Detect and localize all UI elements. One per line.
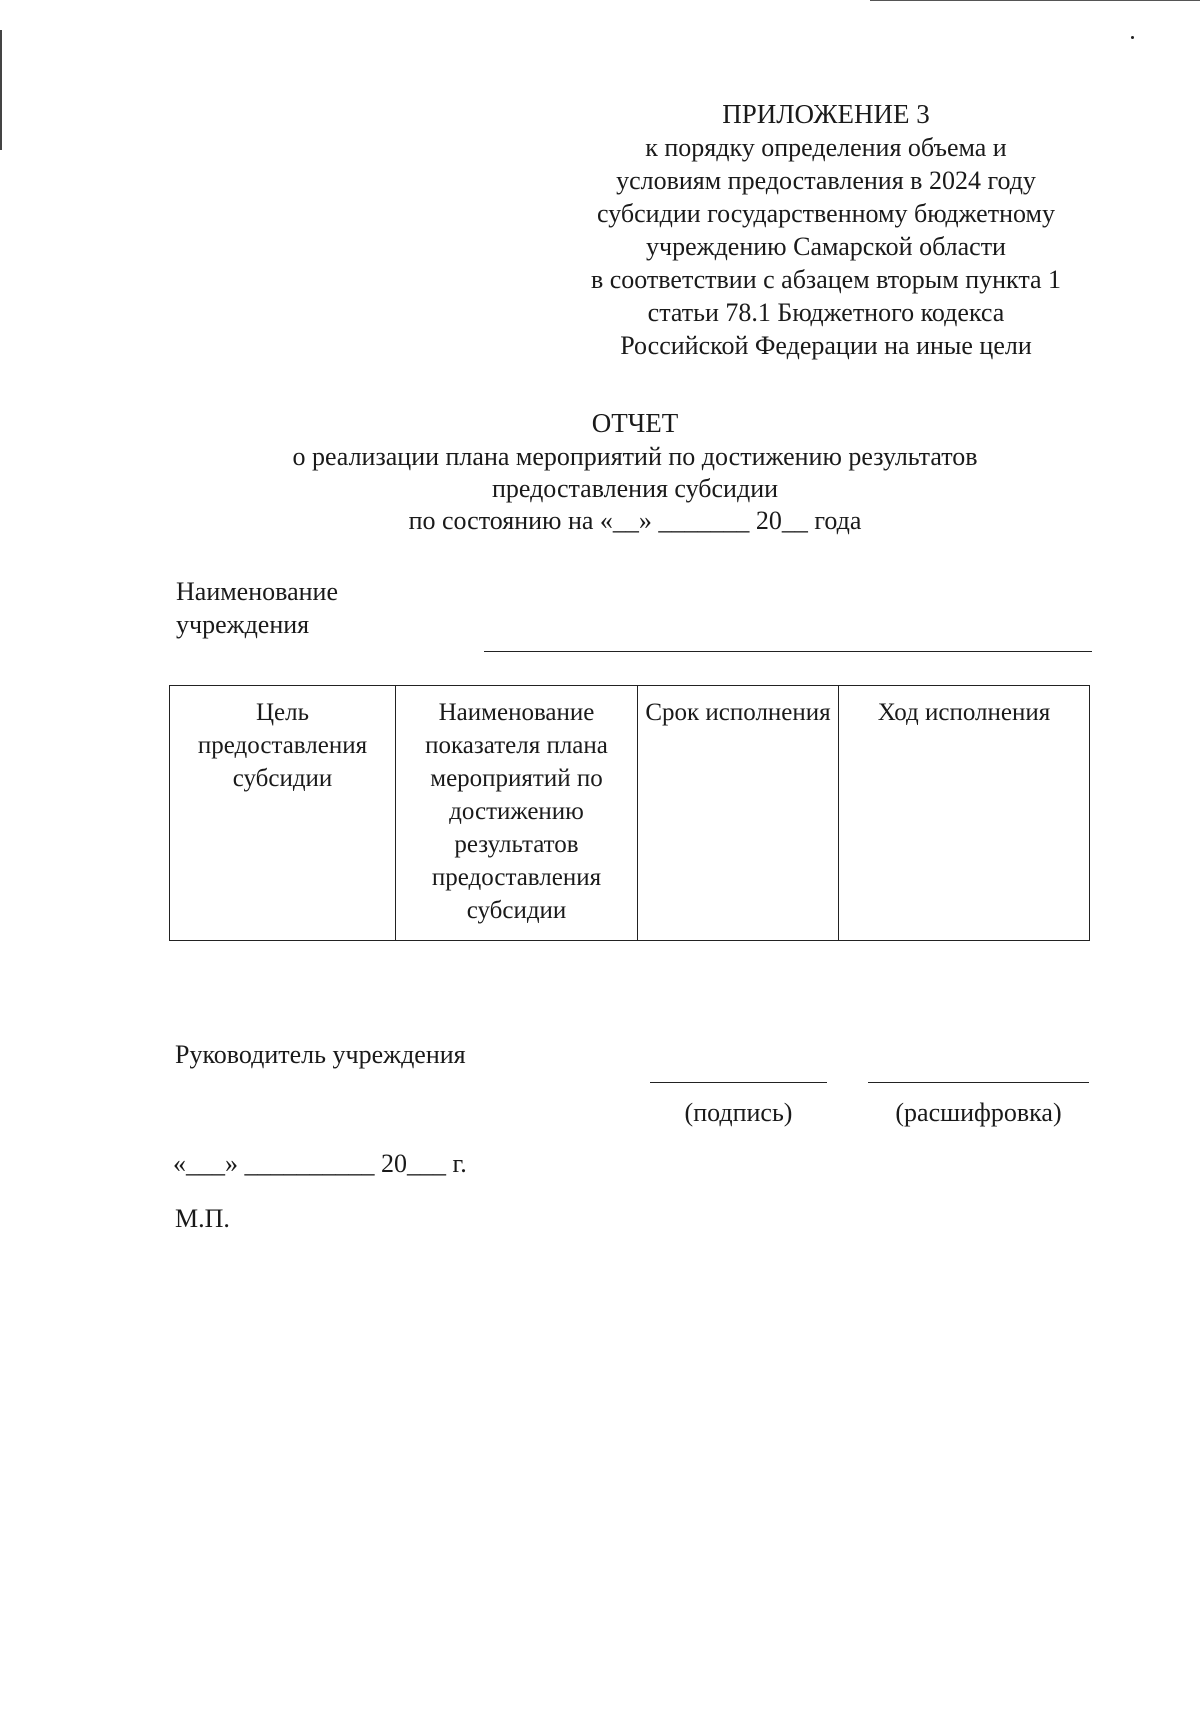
table-header-cell: Срок исполнения <box>638 686 839 941</box>
appendix-line: к порядку определения объема и <box>645 133 1007 162</box>
stamp-place-label: М.П. <box>175 1204 230 1233</box>
signature-field[interactable] <box>650 1082 827 1083</box>
signature-caption: (подпись) <box>684 1098 793 1127</box>
signature-date-line: «___» __________ 20___ г. <box>173 1149 467 1178</box>
appendix-line: учреждению Самарской области <box>646 232 1006 261</box>
institution-name-field[interactable] <box>484 651 1092 652</box>
appendix-line: условиям предоставления в 2024 году <box>616 166 1036 195</box>
report-date-line: по состоянию на «__» _______ 20__ года <box>408 506 862 535</box>
scan-artifact <box>870 0 1200 1</box>
report-title: ОТЧЕТ <box>591 408 679 438</box>
report-table <box>169 685 1090 941</box>
appendix-line: в соответствии с абзацем вторым пункта 1 <box>590 265 1062 294</box>
report-subtitle-line: о реализации плана мероприятий по достижению результатов <box>292 442 978 471</box>
institution-label <box>176 575 338 641</box>
table-header-row <box>170 686 1090 941</box>
appendix-line: субсидии государственному бюджетному <box>597 199 1055 228</box>
head-of-institution-label: Руководитель учреждения <box>175 1040 466 1069</box>
appendix-line: статьи 78.1 Бюджетного кодекса <box>647 298 1005 327</box>
appendix-line: Российской Федерации на иные цели <box>620 331 1032 360</box>
institution-label-line: учреждения <box>176 610 310 639</box>
table-header-cell: Ход исполнения <box>839 686 1090 941</box>
institution-label-line: Наименование <box>176 577 338 606</box>
appendix-heading: ПРИЛОЖЕНИЕ 3 <box>722 99 930 129</box>
scan-artifact <box>1131 36 1134 39</box>
report-title-block <box>200 405 1070 537</box>
table-header-cell: Наименование показателя плана мероприятий по достижению результатов предоставления субсидии <box>396 686 638 941</box>
report-subtitle-line: предоставления субсидии <box>491 474 779 503</box>
table-header-cell: Цель предоставления субсидии <box>170 686 396 941</box>
appendix-header <box>540 98 1112 362</box>
decoding-caption: (расшифровка) <box>895 1098 1062 1127</box>
scan-artifact <box>0 30 2 150</box>
decoding-field[interactable] <box>868 1082 1089 1083</box>
